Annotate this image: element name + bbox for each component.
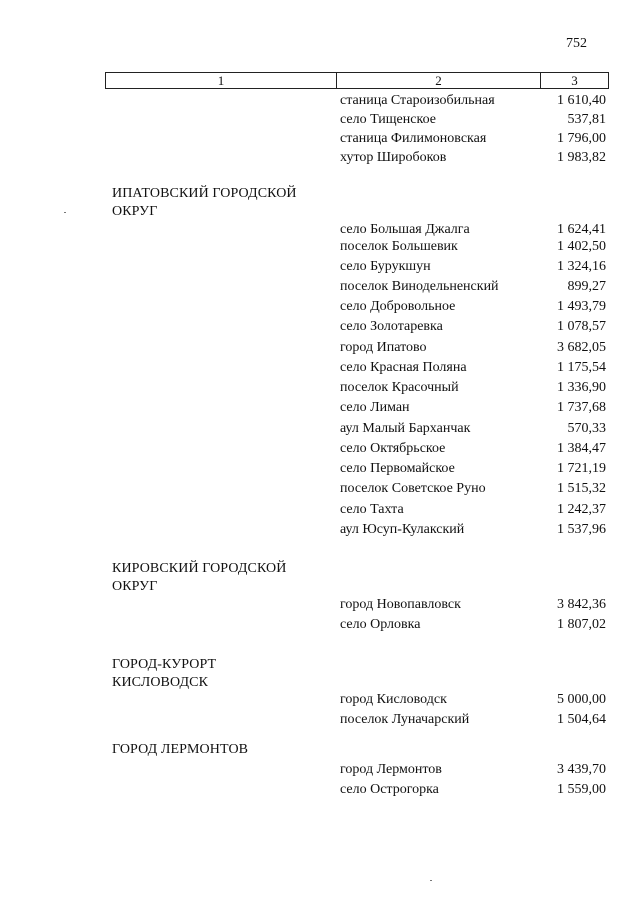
table-row	[340, 129, 606, 149]
table-row	[340, 760, 606, 780]
settlement-value: 1 807,02	[557, 617, 606, 632]
settlement-value: 3 682,05	[557, 340, 606, 355]
settlement-name: город Ипатово	[340, 340, 427, 355]
settlement-name: село Октябрьское	[340, 441, 446, 456]
region-title	[112, 560, 286, 596]
settlement-value: 899,27	[567, 279, 606, 294]
settlement-value: 570,33	[567, 421, 606, 436]
table-row	[340, 338, 606, 358]
settlement-value: 1 078,57	[557, 319, 606, 334]
settlement-value: 1 336,90	[557, 380, 606, 395]
table-row	[340, 317, 606, 337]
settlement-value: 1 402,50	[557, 239, 606, 254]
table-row	[340, 419, 606, 439]
settlement-name: село Острогорка	[340, 782, 439, 797]
table-row	[340, 780, 606, 800]
settlement-name: поселок Советское Руно	[340, 481, 486, 496]
settlement-name: аул Малый Барханчак	[340, 421, 471, 436]
settlement-name: село Большая Джалга	[340, 222, 470, 237]
region-title-text: ГОРОД ЛЕРМОНТОВ	[112, 742, 249, 757]
table-row	[340, 615, 606, 635]
settlement-value: 1 983,82	[557, 150, 606, 165]
settlement-name: город Кисловодск	[340, 692, 447, 707]
table-row	[340, 459, 606, 479]
header-col-3: 3	[571, 73, 578, 88]
table-row	[340, 358, 606, 378]
settlement-name: село Тахта	[340, 502, 404, 517]
settlement-value: 1 721,19	[557, 461, 606, 476]
table-row	[340, 595, 606, 615]
settlement-value: 1 515,32	[557, 481, 606, 496]
region-title	[112, 656, 216, 692]
settlement-value: 3 842,36	[557, 597, 606, 612]
settlement-value: 1 384,47	[557, 441, 606, 456]
region-title-text: КИРОВСКИЙ ГОРОДСКОЙ ОКРУГ	[112, 561, 287, 594]
table-row	[340, 91, 606, 111]
settlement-value: 1 242,37	[557, 502, 606, 517]
settlement-name: поселок Большевик	[340, 239, 458, 254]
settlement-name: поселок Красочный	[340, 380, 459, 395]
table-row	[340, 520, 606, 540]
table-row	[340, 500, 606, 520]
settlement-name: станица Староизобильная	[340, 93, 495, 108]
settlement-name: село Лиман	[340, 400, 410, 415]
region-title-text: ГОРОД-КУРОРТ КИСЛОВОДСК	[112, 657, 217, 690]
table-row	[340, 277, 606, 297]
table-row	[340, 257, 606, 277]
settlement-value: 1 559,00	[557, 782, 606, 797]
settlement-name: поселок Винодельненский	[340, 279, 499, 294]
settlement-name: город Лермонтов	[340, 762, 442, 777]
settlement-value: 1 175,54	[557, 360, 606, 375]
settlement-name: город Новопавловск	[340, 597, 461, 612]
settlement-value: 5 000,00	[557, 692, 606, 707]
table-row	[340, 378, 606, 398]
table-row	[340, 237, 606, 257]
settlement-value: 1 537,96	[557, 522, 606, 537]
settlement-name: поселок Луначарский	[340, 712, 470, 727]
table-header	[105, 72, 609, 89]
table-row	[340, 110, 606, 130]
settlement-name: село Красная Поляна	[340, 360, 467, 375]
settlement-value: 3 439,70	[557, 762, 606, 777]
header-col-2: 2	[337, 73, 541, 88]
region-title	[112, 741, 248, 759]
table-row	[340, 479, 606, 499]
settlement-value: 1 796,00	[557, 131, 606, 146]
settlement-name: село Золотаревка	[340, 319, 443, 334]
table-row	[340, 148, 606, 168]
table-row	[340, 398, 606, 418]
page-number: 752	[566, 36, 587, 51]
settlement-value: 1 624,41	[557, 222, 606, 237]
scan-speck	[64, 212, 66, 213]
table-row	[340, 297, 606, 317]
region-title-text: ИПАТОВСКИЙ ГОРОДСКОЙ ОКРУГ	[112, 186, 297, 219]
table-row	[340, 690, 606, 710]
region-title	[112, 185, 297, 221]
settlement-value: 1 737,68	[557, 400, 606, 415]
settlement-value: 1 610,40	[557, 93, 606, 108]
settlement-name: село Орловка	[340, 617, 421, 632]
table-row	[340, 439, 606, 459]
settlement-value: 1 504,64	[557, 712, 606, 727]
settlement-value: 1 493,79	[557, 299, 606, 314]
settlement-value: 1 324,16	[557, 259, 606, 274]
header-col-1: 1	[106, 73, 337, 88]
settlement-name: село Тищенское	[340, 112, 436, 127]
settlement-name: село Добровольное	[340, 299, 456, 314]
settlement-name: аул Юсуп-Кулакский	[340, 522, 465, 537]
table-row	[340, 710, 606, 730]
scan-speck	[430, 880, 432, 881]
settlement-name: хутор Широбоков	[340, 150, 447, 165]
settlement-name: станица Филимоновская	[340, 131, 487, 146]
settlement-value: 537,81	[567, 112, 606, 127]
settlement-name: село Первомайское	[340, 461, 455, 476]
settlement-name: село Бурукшун	[340, 259, 431, 274]
